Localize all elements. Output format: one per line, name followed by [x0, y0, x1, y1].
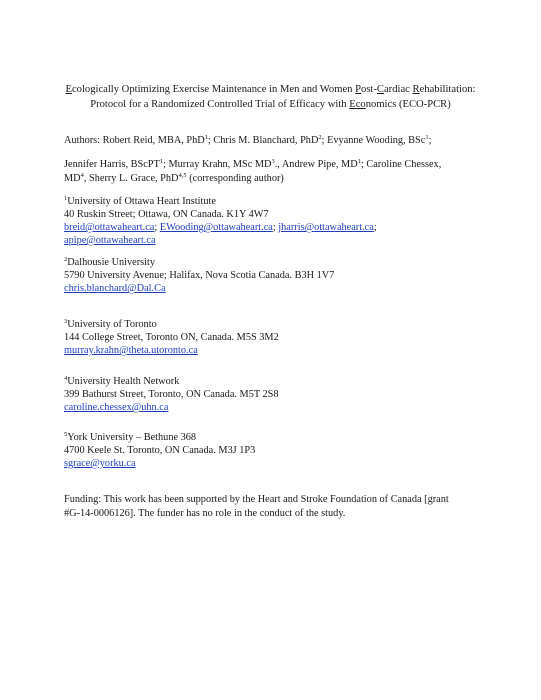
affiliation-superscript: 3	[64, 318, 68, 325]
author-text: MD	[64, 173, 81, 184]
affiliation-address: 4700 Keele St. Toronto, ON Canada. M3J 1P3	[64, 445, 256, 456]
affiliation-superscript: 2	[64, 256, 68, 263]
affiliation-name	[64, 431, 484, 444]
title-text: ehabilitation:	[419, 84, 476, 95]
funding-statement	[64, 493, 484, 521]
title-text: ost-	[361, 84, 377, 95]
affiliation-name-text: University of Toronto	[67, 319, 157, 330]
funding-line: Funding: This work has been supported by the Heart and Stroke Foundation of Canada [grant	[64, 494, 449, 505]
title-text: Protocol for a Randomized Controlled Trial of Efficacy with	[90, 99, 350, 110]
affiliation-superscript: 3	[271, 158, 275, 165]
affiliation-name-text: University Health Network	[67, 376, 180, 387]
affiliation-emails	[64, 234, 484, 247]
author-text: ., Andrew Pipe, MD	[274, 159, 358, 170]
affiliation-address: 40 Ruskin Street; Ottawa, ON Canada. K1Y 4W7	[64, 209, 269, 220]
affiliation-emails	[64, 344, 484, 357]
affiliation-emails	[64, 457, 484, 470]
affiliation-name	[64, 318, 484, 331]
funding-line: #G-14-0006126]. The funder has no role in the conduct of the study.	[64, 508, 346, 519]
email-link[interactable]: jharris@ottawaheart.ca	[278, 222, 374, 233]
author-text: ;	[428, 135, 432, 146]
affiliation-block	[64, 318, 484, 357]
title-text: cologically Optimizing Exercise Maintenance in Men and Women	[71, 84, 356, 95]
email-link[interactable]: apipe@ottawaheart.ca	[64, 235, 156, 246]
title-line-1	[50, 82, 491, 97]
author-text: Jennifer Harris, BScPT	[64, 159, 160, 170]
email-link[interactable]: breid@ottawaheart.ca	[64, 222, 155, 233]
affiliation-name-text: Dalhousie University	[67, 257, 156, 268]
email-link[interactable]: caroline.chessex@uhn.ca	[64, 402, 169, 413]
affiliation-superscript: 1	[204, 134, 208, 141]
affiliation-block	[64, 256, 484, 295]
affiliation-superscript: 1	[64, 195, 68, 202]
author-text: ; Chris M. Blanchard, PhD	[207, 135, 319, 146]
author-line-2	[64, 158, 484, 172]
author-line-3	[64, 172, 484, 186]
affiliation-address: 399 Bathurst Street, Toronto, ON Canada. M5T 2S8	[64, 389, 279, 400]
affiliation-superscript: 4	[64, 375, 68, 382]
paper-title	[50, 82, 491, 112]
author-text: (corresponding author)	[186, 173, 284, 184]
title-line-2	[50, 97, 491, 112]
affiliation-name	[64, 256, 484, 269]
affiliation-emails	[64, 282, 484, 295]
author-text: Authors: Robert Reid, MBA, PhD	[64, 135, 205, 146]
affiliation-emails: breid@ottawaheart.ca; EWooding@ottawaheart.ca; jharris@ottawaheart.ca;	[64, 222, 377, 233]
title-underlined-letter: R	[412, 84, 420, 95]
affiliation-name	[64, 375, 484, 388]
affiliation-superscript: 1	[159, 158, 164, 165]
title-text: ardiac	[383, 84, 413, 95]
affiliation-address: 5790 University Avenue; Halifax, Nova Scotia Canada. B3H 1V7	[64, 270, 335, 281]
author-text: ; Murray Krahn, MSc MD	[163, 159, 272, 170]
title-underlined-letter: P	[355, 84, 362, 95]
affiliation-block	[64, 431, 484, 470]
affiliation-block	[64, 195, 484, 247]
title-underlined-letters: Eco	[349, 99, 366, 110]
affiliation-name	[64, 195, 484, 208]
title-underlined-letter: C	[376, 84, 384, 95]
affiliation-superscript: 5	[64, 431, 68, 438]
affiliation-address: 144 College Street, Toronto ON, Canada. M5S 3M2	[64, 332, 279, 343]
email-link[interactable]: sgrace@yorku.ca	[64, 458, 136, 469]
affiliation-name-text: York University – Bethune 368	[67, 432, 197, 443]
affiliation-superscript: 1	[425, 134, 429, 141]
author-list	[64, 134, 484, 186]
email-link[interactable]: chris.blanchard@Dal.Ca	[64, 283, 166, 294]
author-text: , Sherry L. Grace, PhD	[83, 173, 179, 184]
title-text: nomics (ECO-PCR)	[365, 99, 451, 110]
email-link[interactable]: EWooding@ottawaheart.ca	[159, 222, 273, 233]
affiliation-block	[64, 375, 484, 414]
email-link[interactable]: murray.krahn@theta.utoronto.ca	[64, 345, 198, 356]
affiliation-name-text: University of Ottawa Heart Institute	[67, 196, 216, 207]
title-underlined-letter: E	[65, 84, 72, 95]
affiliation-superscript: 4,5	[178, 172, 187, 179]
affiliation-superscript: 2	[318, 134, 322, 141]
author-line-1	[64, 134, 484, 148]
affiliation-emails	[64, 401, 484, 414]
author-text: ; Evyanne Wooding, BSc	[321, 135, 426, 146]
affiliation-superscript: 1	[357, 158, 361, 165]
author-text: ; Caroline Chessex,	[360, 159, 442, 170]
affiliation-superscript: 4	[80, 172, 84, 179]
